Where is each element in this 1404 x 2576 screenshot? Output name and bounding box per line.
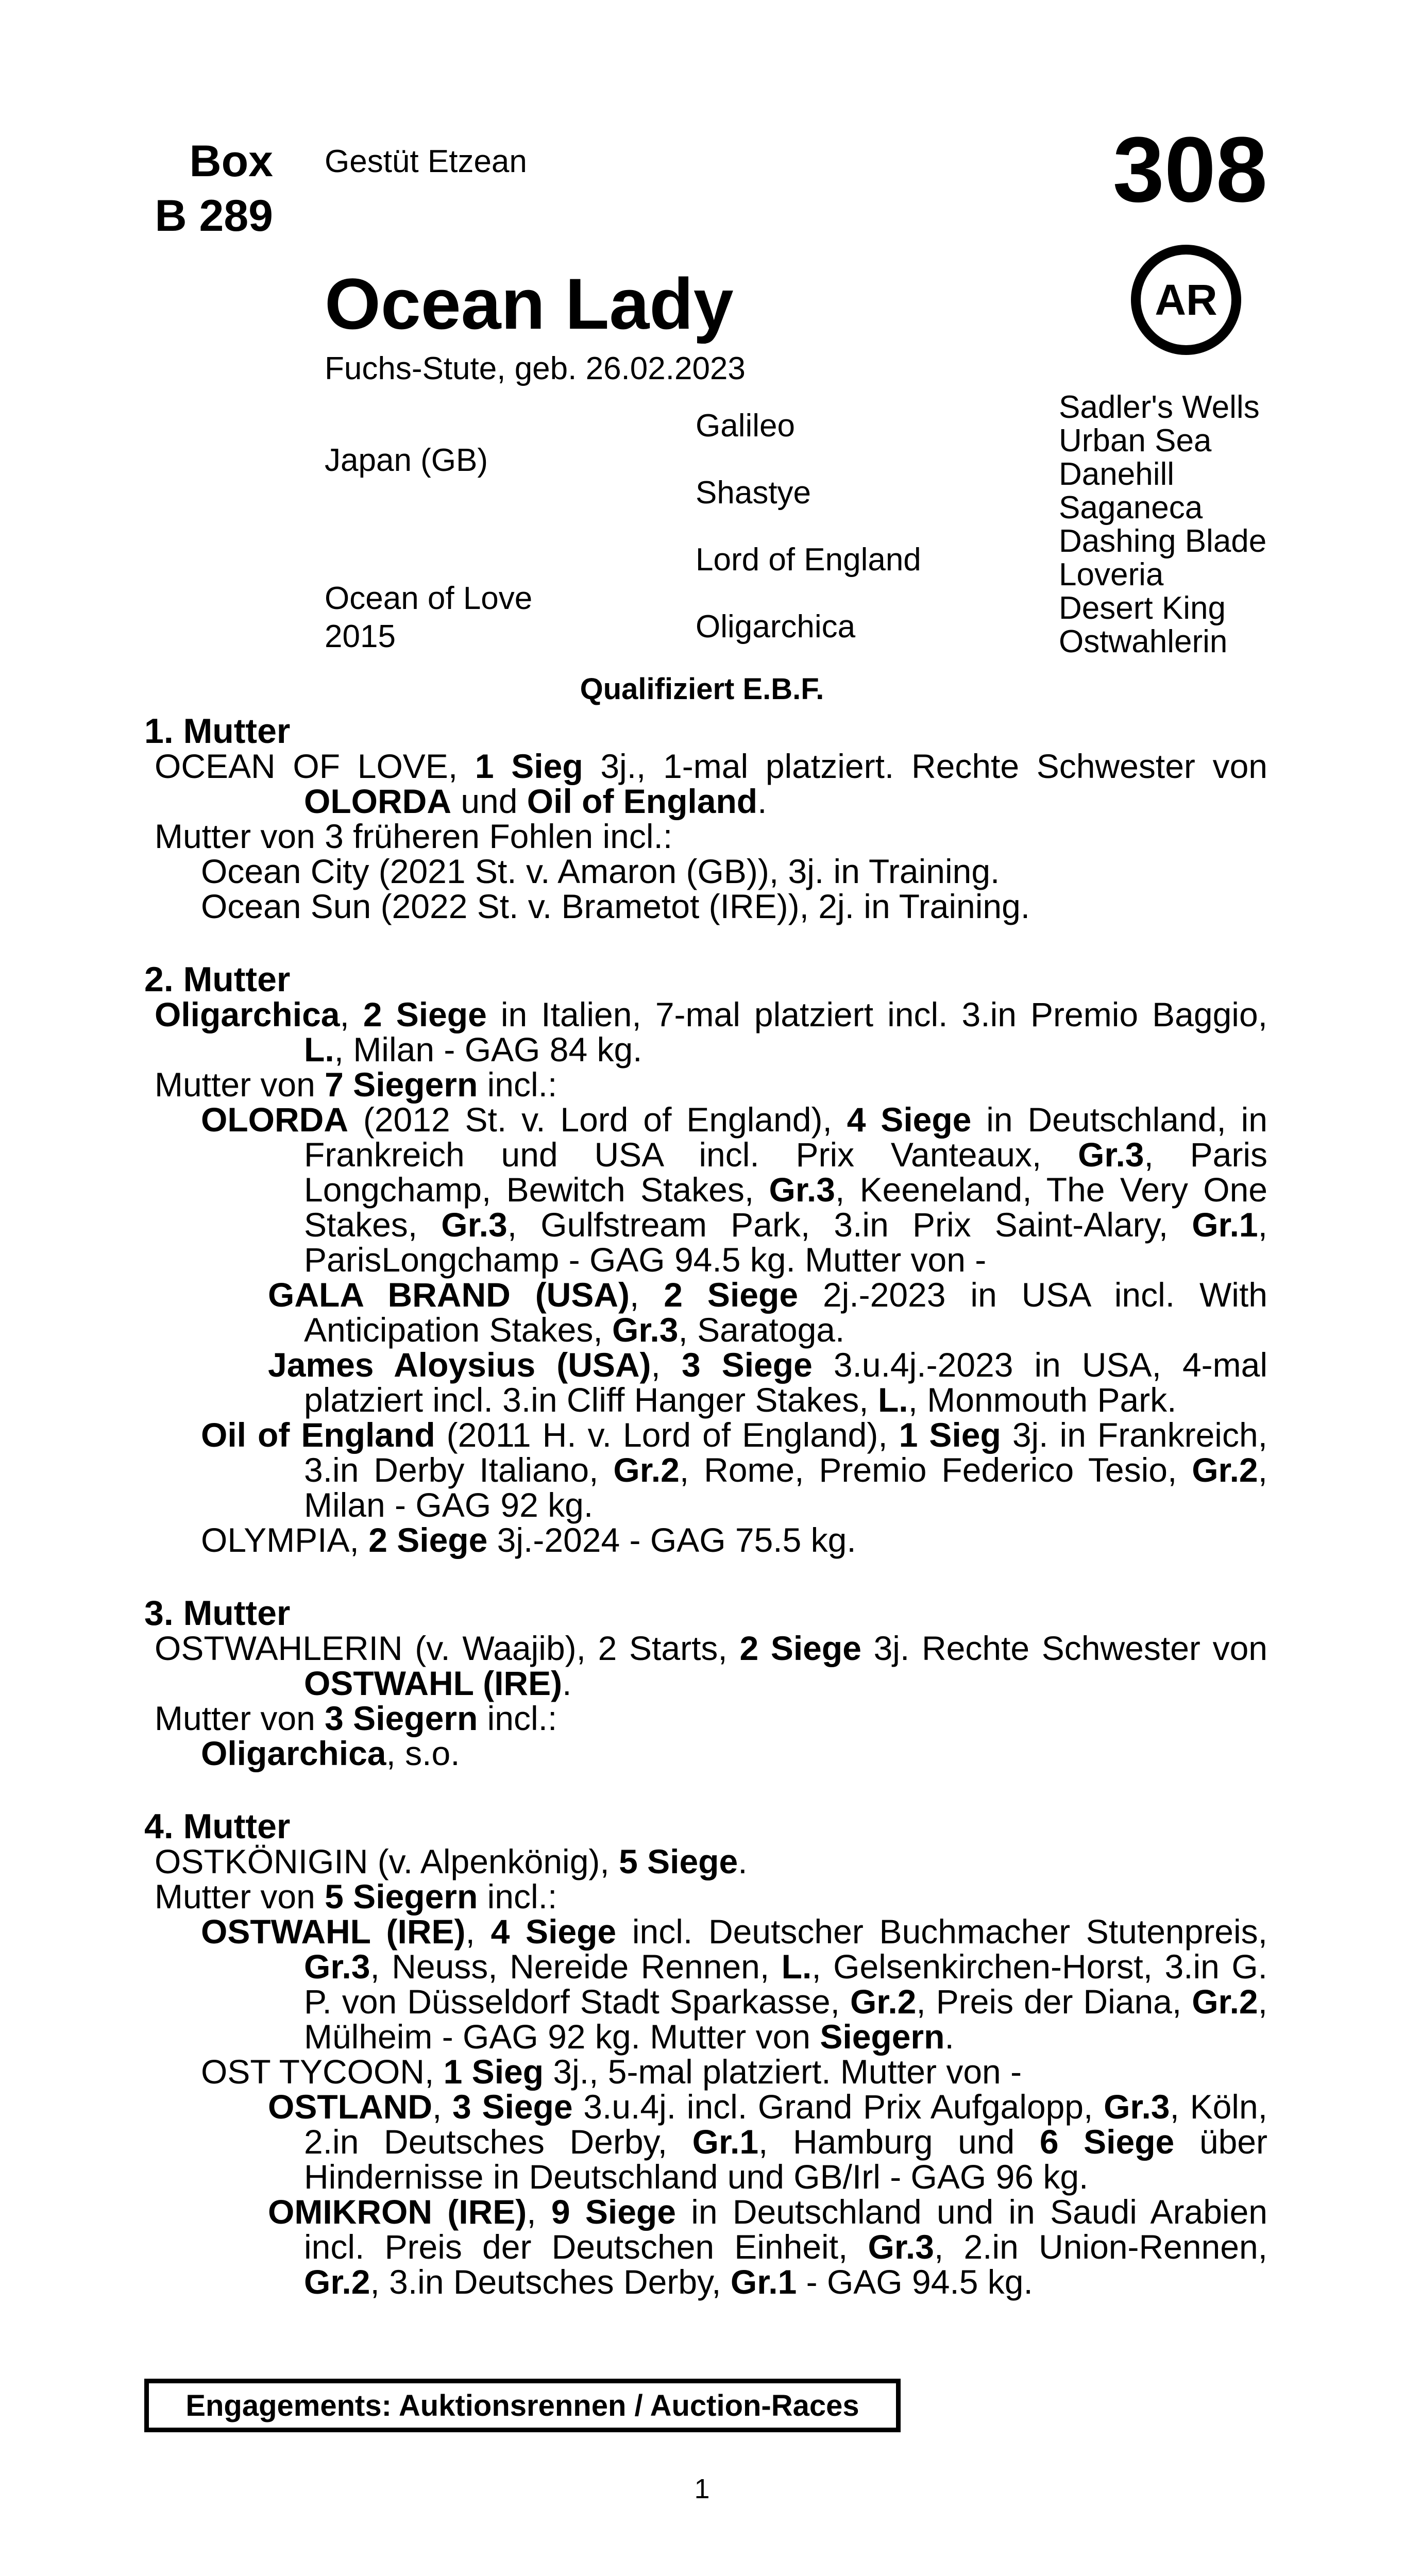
bold-text: Gr.3: [1078, 1136, 1144, 1174]
text: .: [562, 1664, 572, 1702]
bold-text: Gr.3: [1104, 2088, 1170, 2126]
text: , Milan - GAG 92 kg.: [304, 1451, 1267, 1524]
text: in Deutschland und in Saudi Arabien incl. Preis der Deutschen Einheit,: [304, 2193, 1267, 2266]
entry-paragraph: [144, 2054, 1267, 2089]
text: , Paris Longchamp, Bewitch Stakes,: [304, 1136, 1267, 1209]
bold-text: Siegern: [820, 2018, 945, 2056]
bold-text: Gr.1: [1192, 1206, 1258, 1244]
text: , s.o.: [386, 1734, 460, 1772]
text: , Mülheim - GAG 92 kg. Mutter von: [304, 1982, 1267, 2056]
bold-text: 4 Siege: [847, 1100, 972, 1139]
text: , Preis der Diana,: [916, 1982, 1192, 2021]
entry-paragraph: [144, 1914, 1267, 2054]
entry-paragraph: [144, 1844, 1267, 1879]
horse-name: Ocean Lady: [325, 263, 734, 344]
bold-text: Gr.3: [769, 1171, 835, 1209]
text: 3j., 1-mal platziert. Rechte Schwester von: [583, 747, 1267, 785]
section-title: 1. Mutter: [144, 711, 291, 751]
entry-paragraph: [144, 889, 1267, 924]
bold-text: GALA BRAND (USA): [268, 1276, 630, 1314]
text: ,: [527, 2193, 551, 2231]
bold-text: 1 Sieg: [475, 747, 583, 785]
bold-text: Oligarchica: [155, 995, 340, 1033]
text: 3j.-2024 - GAG 75.5 kg.: [487, 1521, 856, 1559]
text: incl. Deutscher Buchmacher Stutenpreis,: [616, 1912, 1267, 1951]
text: (2012 St. v. Lord of England),: [348, 1100, 847, 1139]
text: OSTKÖNIGIN (v. Alpenkönig),: [155, 1842, 619, 1880]
bold-text: Gr.2: [1192, 1982, 1258, 2021]
text: , Saratoga.: [678, 1311, 845, 1349]
entry-paragraph: [144, 997, 1267, 1067]
pedigree-gen3-item: Urban Sea: [1059, 423, 1212, 459]
text: Mutter von 3 früheren Fohlen incl.:: [155, 817, 673, 855]
entry-paragraph: [144, 1736, 1267, 1771]
bold-text: OMIKRON (IRE): [268, 2193, 527, 2231]
bold-text: L.: [877, 1381, 908, 1419]
text: OST TYCOON,: [201, 2053, 444, 2091]
bold-text: Gr.3: [612, 1311, 679, 1349]
stud-name: Gestüt Etzean: [325, 144, 527, 179]
text: , ParisLongchamp - GAG 94.5 kg. Mutter von -: [304, 1206, 1267, 1279]
text: , Köln, 2.in Deutsches Derby,: [304, 2088, 1268, 2161]
entry-paragraph: [144, 1347, 1267, 1417]
engagements-text: Engagements: Auktionsrennen / Auction-Races: [185, 2388, 859, 2422]
text: , Milan - GAG 84 kg.: [334, 1030, 642, 1069]
entry-paragraph: [144, 1102, 1267, 1277]
bold-text: Oligarchica: [201, 1734, 386, 1772]
bold-text: 7 Siegern: [325, 1065, 478, 1104]
pedigree-dam-dam: Oligarchica: [696, 609, 856, 645]
pedigree-sire: Japan (GB): [325, 443, 488, 478]
entry-paragraph: [144, 1417, 1267, 1522]
text: Ocean Sun (2022 St. v. Brametot (IRE)), 2j. in Training.: [201, 887, 1030, 925]
entry-paragraph: [144, 1522, 1267, 1557]
entry-paragraph: [144, 1067, 1267, 1102]
text: incl.:: [478, 1877, 557, 1916]
bold-text: Gr.2: [1192, 1451, 1258, 1489]
box-number: B 289: [155, 191, 273, 241]
engagements-box: [144, 2379, 901, 2432]
entry-paragraph: [144, 2194, 1267, 2299]
pedigree-dam-year: 2015: [325, 619, 396, 654]
text: ,: [432, 2088, 453, 2126]
text: und: [451, 782, 527, 820]
bold-text: 2 Siege: [739, 1629, 861, 1667]
bold-text: Gr.3: [304, 1947, 370, 1986]
pedigree-dam-name: Ocean of Love: [325, 581, 533, 616]
bold-text: OLORDA: [201, 1100, 348, 1139]
entry-paragraph: [144, 819, 1267, 854]
pedigree-gen3-item: Loveria: [1059, 557, 1164, 592]
bold-text: Gr.2: [304, 2263, 370, 2301]
bold-text: 2 Siege: [363, 995, 487, 1033]
bold-text: 3 Siegern: [325, 1699, 478, 1737]
text: .: [757, 782, 767, 820]
text: .: [738, 1842, 748, 1880]
text: OLYMPIA,: [201, 1521, 369, 1559]
text: über Hindernisse in Deutschland und GB/Irl - GAG 96 kg.: [304, 2123, 1267, 2196]
bold-text: Oil of England: [527, 782, 758, 820]
entry-paragraph: [144, 1701, 1267, 1736]
text: 2j.-2023 in USA incl. With Anticipation Stakes,: [304, 1276, 1267, 1349]
bold-text: OSTWAHL (IRE): [201, 1912, 466, 1951]
text: 3j., 5-mal platziert. Mutter von -: [544, 2053, 1022, 2091]
bold-text: 5 Siege: [619, 1842, 738, 1880]
text: 3j. in Frankreich, 3.in Derby Italiano,: [304, 1416, 1267, 1489]
text: in Deutschland, in Frankreich und USA incl. Prix Vanteaux,: [304, 1100, 1267, 1174]
text: ,: [651, 1346, 682, 1384]
text: 3.u.4j. incl. Grand Prix Aufgalopp,: [572, 2088, 1104, 2126]
text: in Italien, 7-mal platziert incl. 3.in Premio Baggio,: [486, 995, 1267, 1033]
bold-text: Gr.3: [441, 1206, 508, 1244]
bold-text: Gr.2: [613, 1451, 680, 1489]
text: Mutter von: [155, 1065, 325, 1104]
text: , Gelsenkirchen-Horst, 3.in G. P. von Düsseldorf Stadt Sparkasse,: [304, 1947, 1267, 2021]
text: , Neuss, Nereide Rennen,: [370, 1947, 782, 1986]
bold-text: 1 Sieg: [443, 2053, 544, 2091]
ar-badge-text: AR: [1155, 275, 1217, 324]
entry-paragraph: [144, 1277, 1267, 1347]
text: .: [944, 2018, 954, 2056]
section-title: 2. Mutter: [144, 960, 291, 999]
text: , Monmouth Park.: [908, 1381, 1177, 1419]
entry-paragraph: [144, 2089, 1267, 2194]
bold-text: Oil of England: [201, 1416, 435, 1454]
bold-text: 2 Siege: [664, 1276, 799, 1314]
text: OSTWAHLERIN (v. Waajib), 2 Starts,: [155, 1629, 740, 1667]
text: ,: [340, 995, 363, 1033]
pedigree-sire-sire: Galileo: [696, 408, 795, 444]
text: (2011 H. v. Lord of England),: [435, 1416, 899, 1454]
bold-text: 5 Siegern: [325, 1877, 478, 1916]
entry-paragraph: [144, 1879, 1267, 1914]
page-number: 1: [694, 2473, 710, 2504]
bold-text: 1 Sieg: [899, 1416, 1001, 1454]
bold-text: OSTWAHL (IRE): [304, 1664, 563, 1702]
bold-text: 6 Siege: [1039, 2123, 1175, 2161]
text: Ocean City (2021 St. v. Amaron (GB)), 3j. in Training.: [201, 852, 1000, 890]
text: 3.u.4j.-2023 in USA, 4-mal platziert incl. 3.in Cliff Hanger Stakes,: [304, 1346, 1267, 1419]
entry-paragraph: [144, 1631, 1267, 1701]
pedigree-gen3-item: Ostwahlerin: [1059, 624, 1228, 659]
ar-badge: [1131, 245, 1241, 355]
bold-text: 3 Siege: [452, 2088, 573, 2126]
pedigree-gen3-item: Saganeca: [1059, 490, 1203, 526]
text: - GAG 94.5 kg.: [797, 2263, 1033, 2301]
text: 3j. Rechte Schwester von: [861, 1629, 1267, 1667]
entry-paragraph: [144, 749, 1267, 819]
bold-text: L.: [304, 1030, 334, 1069]
bold-text: L.: [781, 1947, 812, 1986]
bold-text: 9 Siege: [551, 2193, 676, 2231]
lot-number: 308: [1112, 118, 1267, 222]
bold-text: 2 Siege: [368, 1521, 488, 1559]
text: ,: [465, 1912, 491, 1951]
pedigree-gen3-item: Danehill: [1059, 456, 1175, 492]
section-title: 4. Mutter: [144, 1807, 291, 1846]
pedigree-gen3-item: Desert King: [1059, 590, 1226, 626]
pedigree-gen3: [1059, 391, 1266, 658]
box-label-text: Box: [189, 137, 273, 186]
text: , 2.in Union-Rennen,: [934, 2228, 1267, 2266]
bold-text: Gr.1: [730, 2263, 797, 2301]
bold-text: James Aloysius (USA): [268, 1346, 651, 1384]
bold-text: 4 Siege: [490, 1912, 617, 1951]
bold-text: Gr.3: [868, 2228, 934, 2266]
bold-text: OSTLAND: [268, 2088, 432, 2126]
bold-text: Gr.1: [692, 2123, 759, 2161]
text: incl.:: [478, 1699, 557, 1737]
bold-text: 3 Siege: [681, 1346, 813, 1384]
pedigree-sire-dam: Shastye: [696, 475, 811, 511]
qualification: Qualifiziert E.B.F.: [580, 672, 824, 706]
dam-line-content: [144, 711, 1268, 2301]
text: , Gulfstream Park, 3.in Prix Saint-Alary,: [507, 1206, 1192, 1244]
text: Mutter von: [155, 1699, 325, 1737]
section-title: 3. Mutter: [144, 1594, 291, 1633]
text: , Hamburg und: [758, 2123, 1040, 2161]
pedigree-gen3-item: Dashing Blade: [1059, 523, 1267, 559]
bold-text: OLORDA: [304, 782, 451, 820]
text: , Rome, Premio Federico Tesio,: [679, 1451, 1192, 1489]
text: , 3.in Deutsches Derby,: [370, 2263, 731, 2301]
bold-text: Gr.2: [850, 1982, 917, 2021]
text: Mutter von: [155, 1877, 325, 1916]
text: incl.:: [478, 1065, 557, 1104]
horse-description: Fuchs-Stute, geb. 26.02.2023: [325, 351, 746, 386]
text: OCEAN OF LOVE,: [155, 747, 475, 785]
pedigree-dam-sire: Lord of England: [696, 542, 921, 578]
box-label: [144, 134, 273, 243]
pedigree-dam: [325, 580, 532, 656]
entry-paragraph: [144, 854, 1267, 889]
pedigree-gen3-item: Sadler's Wells: [1059, 389, 1260, 425]
text: , Keeneland, The Very One Stakes,: [304, 1171, 1267, 1244]
text: ,: [630, 1276, 664, 1314]
